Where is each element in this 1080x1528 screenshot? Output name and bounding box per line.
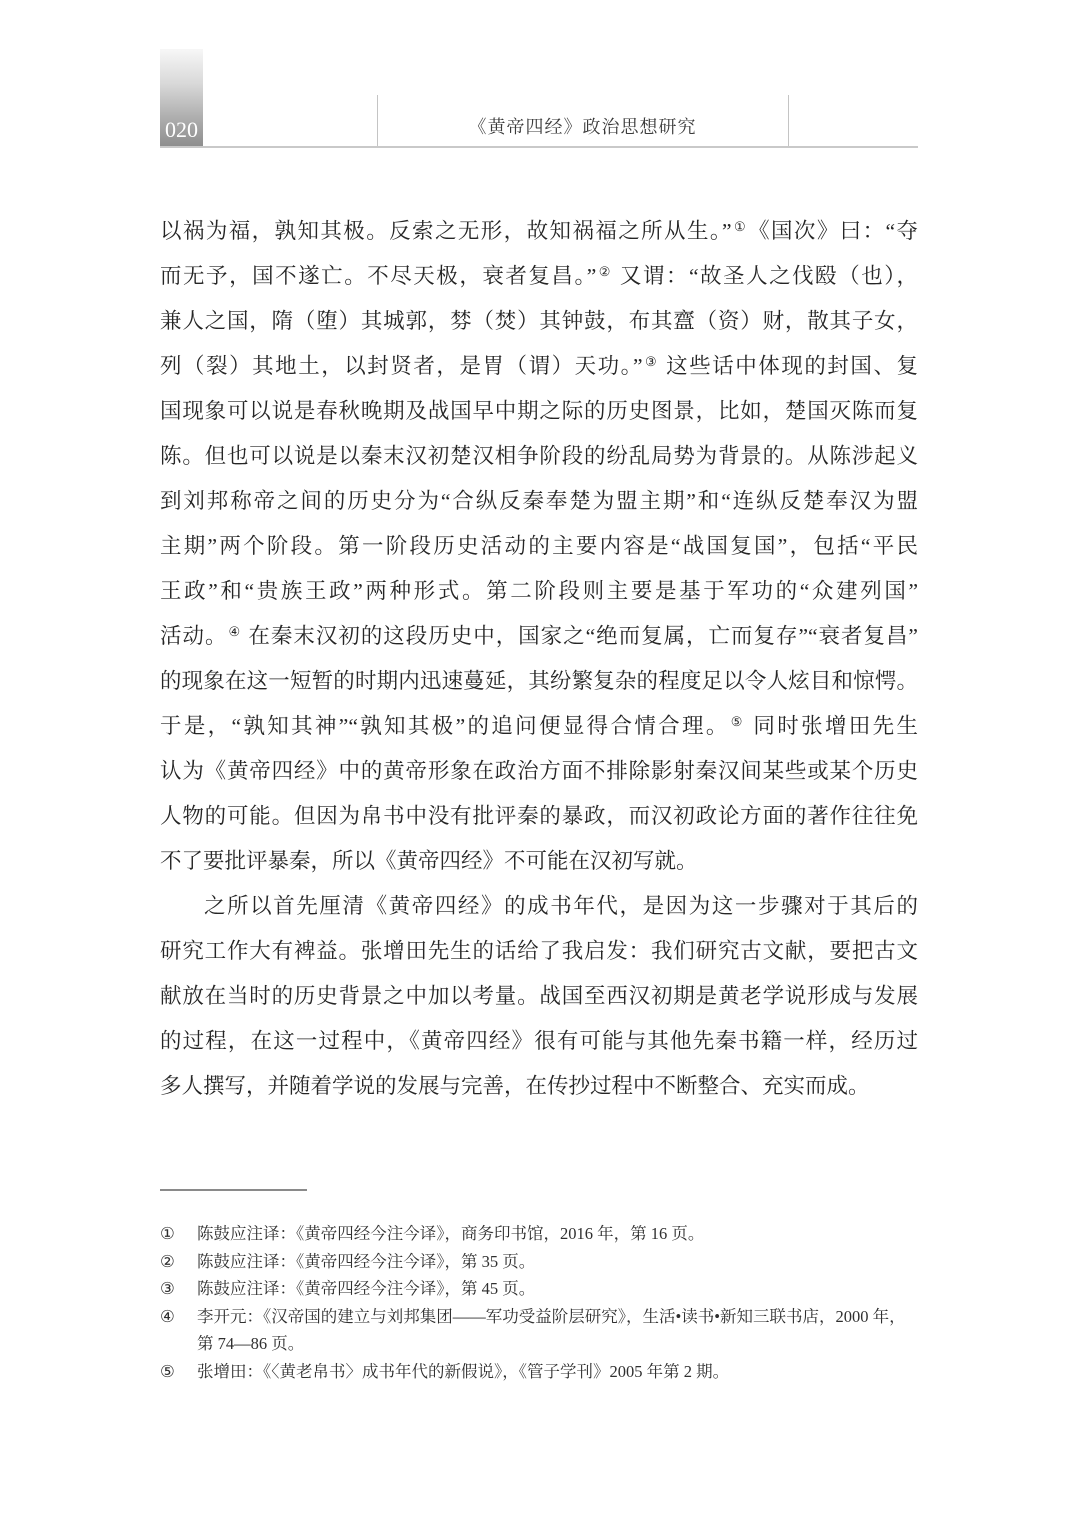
body-line: 多人撰写，并随着学说的发展与完善，在传抄过程中不断整合、充实而成。 (160, 1074, 870, 1098)
body-line: 兼人之国，隋（堕）其城郭，棼（焚）其钟鼓，布其齍（资）财，散其子女， (160, 309, 918, 333)
footnote-ref: ⑤ (730, 714, 745, 729)
footnote-ref: ③ (643, 354, 659, 369)
footnote-ref: ① (732, 219, 748, 234)
footnote-item (160, 1220, 922, 1248)
body-line: 主期”两个阶段。第一阶段历史活动的主要内容是“战国复国”，包括“平民 (160, 534, 918, 558)
body-line: 而无予，国不遂亡。不尽天极，衰者复昌。”② 又谓：“故圣人之伐殹（也）， (160, 264, 919, 288)
footnote-item (160, 1275, 922, 1303)
footnote-marker: ② (160, 1251, 175, 1271)
footnote-marker: ⑤ (160, 1361, 175, 1381)
body-line: 人物的可能。但因为帛书中没有批评秦的暴政，而汉初政论方面的著作往往免 (160, 804, 918, 828)
footnote-ref: ② (597, 264, 612, 279)
footnote-text: 陈鼓应注译：《黄帝四经今注今译》，第 45 页。 (197, 1279, 536, 1298)
body-line: 到刘邦称帝之间的历史分为“合纵反秦奉楚为盟主期”和“连纵反楚奉汉为盟 (160, 489, 918, 513)
footnote-text: 张增田：《〈黄老帛书〉成书年代的新假说》，《管子学刊》2005 年第 2 期。 (197, 1361, 730, 1381)
header-rule (160, 146, 918, 148)
running-head-title: 《黄帝四经》政治思想研究 (468, 117, 697, 137)
body-line: 国现象可以说是春秋晚期及战国早中期之际的历史图景，比如，楚国灭陈而复 (160, 399, 918, 423)
body-line: 的现象在这一短暂的时期内迅速蔓延，其纷繁复杂的程度足以令人炫目和惊愕。 (160, 669, 918, 693)
body-line: 列（裂）其地土，以封贤者，是胃（谓）天功。”③ 这些话中体现的封国、复 (160, 354, 919, 378)
body-line: 陈。但也可以说是以秦末汉初楚汉相争阶段的纷乱局势为背景的。从陈涉起义 (160, 444, 918, 468)
footnote-list (160, 1220, 922, 1385)
footnote-text: 陈鼓应注译：《黄帝四经今注今译》，第 35 页。 (197, 1251, 536, 1271)
footnote-item (160, 1303, 922, 1358)
footnote-text: 李开元：《汉帝国的建立与刘邦集团——军功受益阶层研究》，生活•读书•新知三联书店，2000 年， 第 74—86 页。 (197, 1306, 906, 1353)
footnote-ref: ④ (228, 624, 242, 639)
body-line: 王政”和“贵族王政”两种形式。第二阶段则主要是基于军功的“众建列国” (160, 579, 918, 603)
body-line: 研究工作大有裨益。张增田先生的话给了我启发：我们研究古文献，要把古文 (160, 939, 918, 963)
body-line: 认为《黄帝四经》中的黄帝形象在政治方面不排除影射秦汉间某些或某个历史 (160, 759, 918, 783)
body-line: 于是，“孰知其神”“孰知其极”的追问便显得合情合理。⑤ 同时张增田先生 (160, 714, 918, 738)
body-line: 不了要批评暴秦，所以《黄帝四经》不可能在汉初写就。 (160, 849, 698, 873)
header-divider-right (788, 95, 789, 147)
body-line: 献放在当时的历史背景之中加以考量。战国至西汉初期是黄老学说形成与发展 (160, 984, 918, 1008)
body-line: 以祸为福，孰知其极。反索之无形，故知祸福之所从生。”①《国次》曰：“夺 (160, 219, 919, 243)
footnote-marker: ③ (160, 1279, 175, 1298)
footnote-marker: ① (160, 1224, 175, 1243)
footnote-marker: ④ (160, 1306, 175, 1326)
footnote-text: 陈鼓应注译：《黄帝四经今注今译》，商务印书馆，2016 年，第 16 页。 (197, 1224, 705, 1243)
body-line: 的过程，在这一过程中，《黄帝四经》很有可能与其他先秦书籍一样，经历过 (160, 1029, 918, 1053)
page-number-gradient-bar (160, 49, 203, 147)
footnote-item (160, 1358, 922, 1386)
page-number: 020 (165, 117, 198, 142)
body-line: 活动。④ 在秦末汉初的这段历史中，国家之“绝而复属，亡而复存”“衰者复昌” (160, 624, 918, 648)
body-text (160, 209, 918, 1109)
footnote-item (160, 1248, 922, 1276)
footnote-separator (160, 1189, 307, 1191)
body-line: 之所以首先厘清《黄帝四经》的成书年代，是因为这一步骤对于其后的 (204, 894, 918, 918)
